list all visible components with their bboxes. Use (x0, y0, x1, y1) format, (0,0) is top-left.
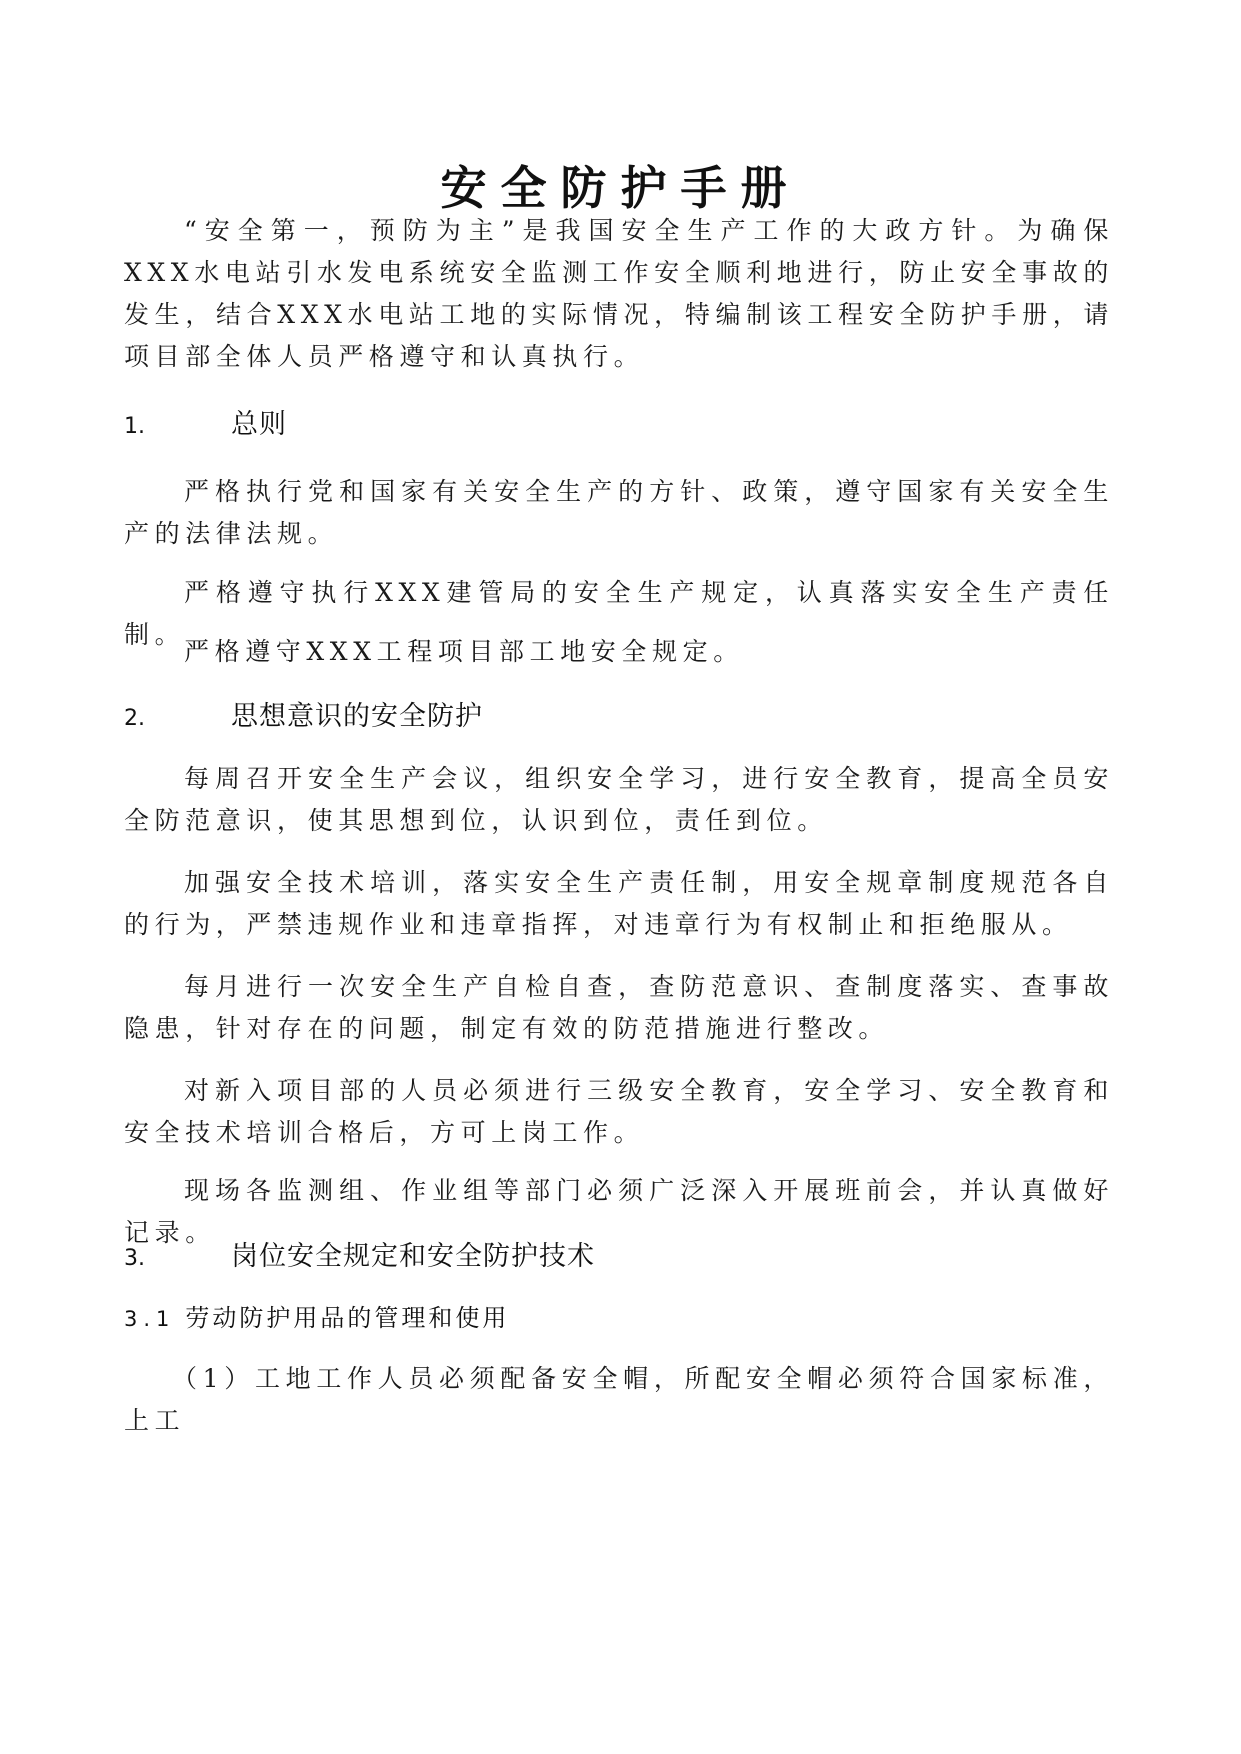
section-2-paragraph-1: 每周召开安全生产会议，组织安全学习，进行安全教育，提高全员安全防范意识，使其思想到位，认识到位，责任到位。 (124, 764, 1114, 835)
section-2-paragraph-3: 每月进行一次安全生产自检自查，查防范意识、查制度落实、查事故隐患，针对存在的问题，制定有效的防范措施进行整改。 (124, 972, 1114, 1043)
section-number: 2. (124, 706, 145, 731)
section-number: 1. (124, 414, 145, 439)
subsection-number: 3.1 (124, 1307, 176, 1331)
section-2-paragraph-4: 对新入项目部的人员必须进行三级安全教育，安全学习、安全教育和安全技术培训合格后，方可上岗工作。 (124, 1076, 1114, 1147)
section-heading-3 (124, 1237, 1114, 1279)
section-1-paragraph-3: 严格遵守XXX工程项目部工地安全规定。 (184, 637, 744, 666)
subsection-3-1-paragraph-1: （1）工地工作人员必须配备安全帽，所配安全帽必须符合国家标准，上工 (124, 1364, 1114, 1435)
section-2-paragraph-5: 现场各监测组、作业组等部门必须广泛深入开展班前会，并认真做好记录。 (124, 1176, 1114, 1247)
subsection-heading-3-1 (124, 1298, 1114, 1339)
section-title: 总则 (231, 409, 287, 440)
subsection-title: 劳动防护用品的管理和使用 (185, 1304, 510, 1332)
section-2-paragraph-2: 加强安全技术培训，落实安全生产责任制，用安全规章制度规范各自的行为，严禁违规作业和违章指挥，对违章行为有权制止和拒绝服从。 (124, 868, 1114, 939)
section-1-paragraph-1: 严格执行党和国家有关安全生产的方针、政策，遵守国家有关安全生产的法律法规。 (124, 477, 1114, 548)
section-title: 岗位安全规定和安全防护技术 (231, 1241, 595, 1272)
section-1-paragraph-2: 严格遵守执行XXX建管局的安全生产规定，认真落实安全生产责任制。 (124, 578, 1114, 649)
section-number: 3. (124, 1246, 145, 1271)
section-heading-2 (124, 697, 1114, 739)
intro-paragraph: “安全第一，预防为主”是我国安全生产工作的大政方针。为确保XXX水电站引水发电系统安全监测工作安全顺利地进行，防止安全事故的发生，结合XXX水电站工地的实际情况，特编制该工程安全防护手册，请项目部全体人员严格遵守和认真执行。 (124, 216, 1114, 371)
section-heading-1 (124, 405, 1114, 447)
section-title: 思想意识的安全防护 (231, 701, 483, 732)
document-title: 安全防护手册 (440, 161, 801, 215)
